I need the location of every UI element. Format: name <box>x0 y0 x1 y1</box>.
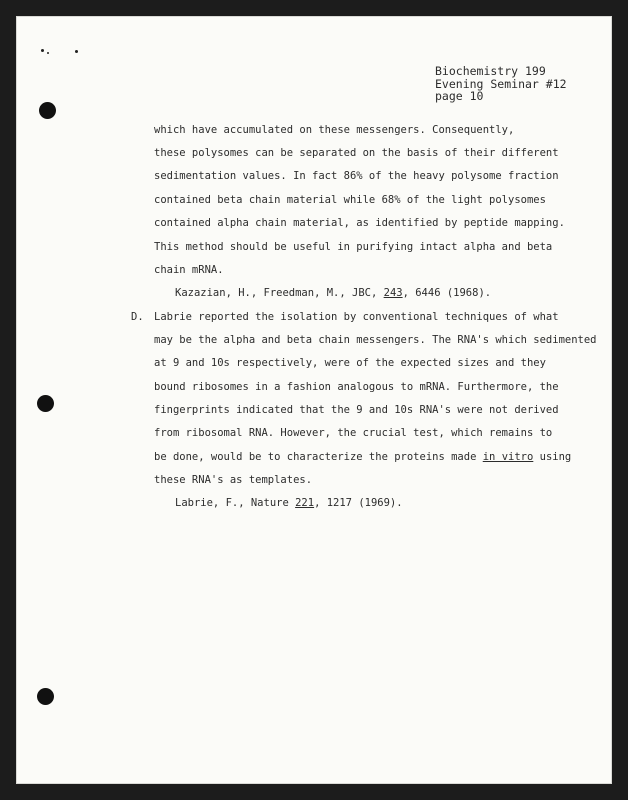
body-line: at 9 and 10s respectively, were of the expected sizes and they <box>154 357 546 369</box>
header-seminar: Evening Seminar #12 <box>435 76 567 91</box>
body-line: bound ribosomes in a fashion analogous to mRNA. Furthermore, the <box>154 381 559 393</box>
body-text: using <box>533 451 572 463</box>
body-line: from ribosomal RNA. However, the crucial test, which remains to <box>154 427 553 439</box>
header-course: Biochemistry 199 <box>435 64 546 78</box>
reference-authors: Kazazian, H., Freedman, M., JBC, <box>175 287 384 299</box>
ink-speck <box>47 52 49 54</box>
document-page <box>16 16 612 784</box>
binder-hole-top <box>39 102 56 119</box>
binder-hole-bottom <box>37 688 54 705</box>
binder-hole-middle <box>37 395 54 412</box>
ink-speck <box>75 50 78 53</box>
section-marker: D. <box>131 311 144 323</box>
reference-volume: 221 <box>295 497 315 509</box>
ink-speck <box>41 49 44 52</box>
body-line: these polysomes can be separated on the basis of their different <box>154 147 559 159</box>
page-header <box>435 65 567 103</box>
body-line <box>154 451 571 463</box>
body-line: fingerprints indicated that the 9 and 10s RNA's were not derived <box>154 404 559 416</box>
body-line: may be the alpha and beta chain messengers. The RNA's which sedimented <box>154 334 597 346</box>
body-line: these RNA's as templates. <box>154 474 313 486</box>
reference-kazazian <box>175 287 491 299</box>
body-line: chain mRNA. <box>154 264 224 276</box>
body-text: be done, would be to characterize the proteins made <box>154 451 483 463</box>
body-line: which have accumulated on these messengers. Consequently, <box>154 124 515 136</box>
reference-volume: 243 <box>383 287 403 299</box>
body-line: contained alpha chain material, as identified by peptide mapping. <box>154 217 565 229</box>
reference-authors: Labrie, F., Nature <box>175 497 296 509</box>
reference-pages: , 6446 (1968). <box>402 287 492 299</box>
reference-labrie <box>175 497 403 509</box>
emphasis-in-vitro: in vitro <box>482 451 534 463</box>
body-line: This method should be useful in purifying intact alpha and beta <box>154 241 553 253</box>
reference-pages: , 1217 (1969). <box>314 497 403 509</box>
body-line: Labrie reported the isolation by conventional techniques of what <box>154 311 559 323</box>
body-line: contained beta chain material while 68% of the light polysomes <box>154 194 546 206</box>
header-page-number: page 10 <box>435 89 484 103</box>
body-line: sedimentation values. In fact 86% of the heavy polysome fraction <box>154 170 559 182</box>
